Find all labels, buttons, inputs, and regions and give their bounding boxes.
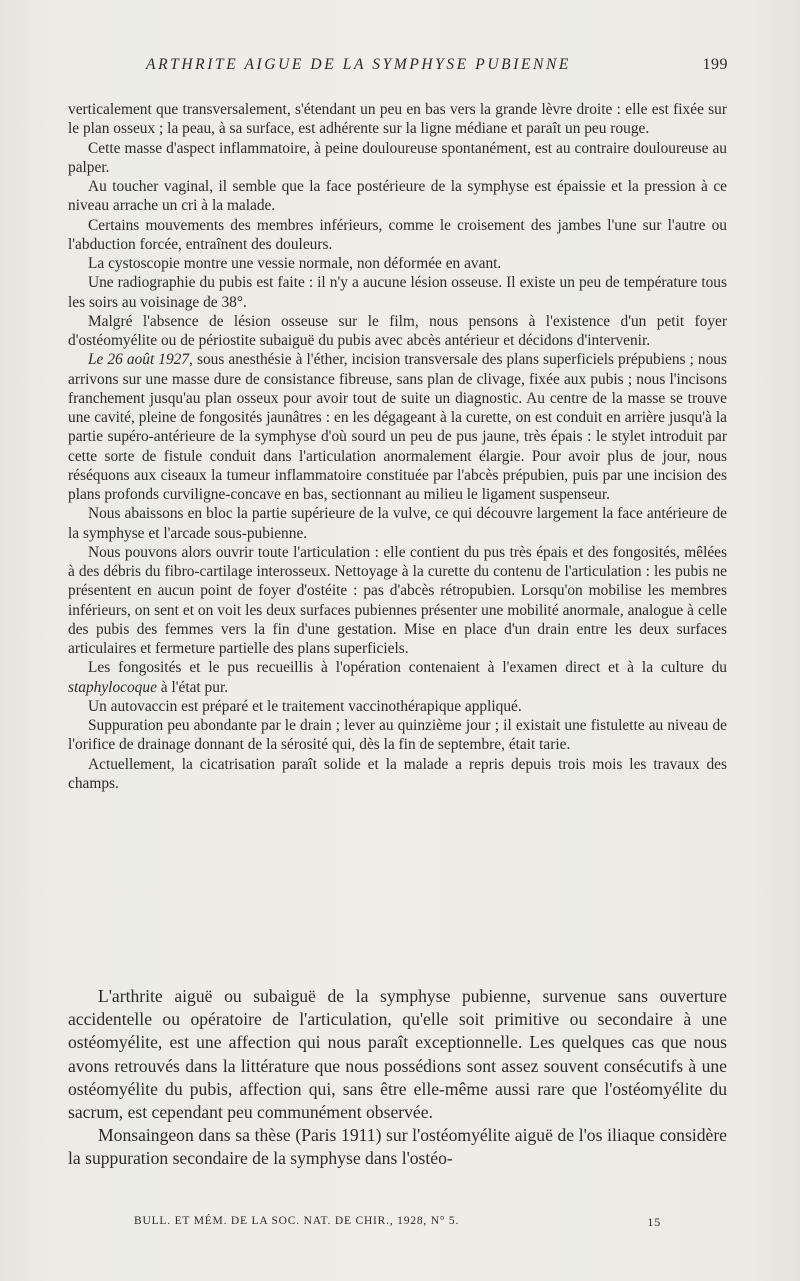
case-paragraph-text: Les fongosités et le pus recueillis à l'opération contenaient à l'examen direct et à la culture du xyxy=(88,659,727,677)
case-paragraph-text: sous anesthésie à l'éther, incision transversale des plans superficiels prépubiens ; nous arrivons sur une masse dure de consistance fibreuse, sans plan de clivage, fixée aux pubis ; nous l'incisons franchement jusqu'au plan osseux pour avoir tout de suite un diagnostic. Au centre de la masse se trouve une cavité, pleine de fongosités jaunâtres : en les dégageant à la curette, on est conduit en arrière jusqu'à la partie supéro-antérieure de la symphyse d'où sourd un peu de pus jaune, très épais : le stylet introduit par cette sorte de fistule conduit dans l'articulation anormalement élargie. Pour avoir plus de jour, nous réséquons aux ciseaux la tumeur inflammatoire constituée par l'abcès prépubien, puis par une incision des plans profonds curviligne-concave en bas, sectionnant au milieu le ligament suspenseur. xyxy=(68,351,727,503)
case-report-text xyxy=(68,100,727,793)
journal-reference: BULL. ET MÉM. DE LA SOC. NAT. DE CHIR., 1928, N° 5. xyxy=(134,1215,460,1227)
case-paragraph-culture xyxy=(68,658,727,697)
operation-date: Le 26 août 1927, xyxy=(88,351,193,369)
running-title: ARTHRITE AIGUE DE LA SYMPHYSE PUBIENNE xyxy=(146,56,572,73)
case-paragraph: Nous pouvons alors ouvrir toute l'articulation : elle contient du pus très épais et des fongosités, mêlées à des débris du fibro-cartilage interosseux. Nettoyage à la curette du contenu de l'articulation : les pubis ne présentent en aucun point de foyer d'ostéite : pas d'abcès rétropubien. Lorsqu'on mobilise les membres inférieurs, on sent et on voit les deux surfaces pubiennes présenter une mobilité anormale, analogue à celle des pubis des femmes vers la fin d'une gestation. Mise en place d'un drain entre les deux surfaces articulaires et fermeture partielle des plans superficiels. xyxy=(68,543,727,657)
page-header xyxy=(72,56,728,78)
case-paragraph: La cystoscopie montre une vessie normale, non déformée en avant. xyxy=(88,255,502,272)
discussion-paragraph: Monsaingeon dans sa thèse (Paris 1911) sur l'ostéomyélite aiguë de l'os iliaque considère la suppuration secondaire de la symphyse dans l'ostéo- xyxy=(68,1125,727,1169)
case-paragraph-text: à l'état pur. xyxy=(160,678,229,696)
case-paragraph: Nous abaissons en bloc la partie supérieure de la vulve, ce qui découvre largement la face antérieure de la symphyse et l'arcade sous-pubienne. xyxy=(68,505,727,542)
case-paragraph: Au toucher vaginal, il semble que la face postérieure de la symphyse est épaissie et la pression à ce niveau arrache un cri à la malade. xyxy=(68,178,727,215)
discussion-text xyxy=(68,985,727,1171)
case-paragraph: Cette masse d'aspect inflammatoire, à peine douloureuse spontanément, est au contraire douloureuse au palper. xyxy=(68,139,727,176)
case-paragraph: Actuellement, la cicatrisation paraît solide et la malade a repris depuis trois mois les travaux des champs. xyxy=(68,755,727,792)
case-paragraph: Suppuration peu abondante par le drain ; lever au quinzième jour ; il existait une fistulette au niveau de l'orifice de drainage donnant de la sérosité qui, dès la fin de septembre, était tarie. xyxy=(68,717,727,754)
case-paragraph: Malgré l'absence de lésion osseuse sur le film, nous pensons à l'existence d'un petit foyer d'ostéomyélite ou de périostite subaiguë du pubis avec abcès antérieur et décidons d'intervenir. xyxy=(68,312,727,349)
page-number: 199 xyxy=(702,56,728,73)
case-paragraph: Une radiographie du pubis est faite : il n'y a aucune lésion osseuse. Il existe un peu de température tous les soirs au voisinage de 38°. xyxy=(68,274,727,311)
case-paragraph: Certains mouvements des membres inférieurs, comme le croisement des jambes l'une sur l'autre ou l'abduction forcée, entraînent des douleurs. xyxy=(68,216,727,253)
signature-mark: 15 xyxy=(647,1215,661,1229)
discussion-paragraph: L'arthrite aiguë ou subaiguë de la symphyse pubienne, survenue sans ouverture accidentelle ou opératoire de l'articulation, qu'elle soit primitive ou secondaire à une ostéomyélite, est une affection qui nous paraît exceptionnelle. Les quelques cas que nous avons retrouvés dans la littérature que nous possédions sont assez souvent consécutifs à une ostéomyélite du pubis, affection qui, sans être elle-même aussi rare que l'ostéomyélite du sacrum, est cependant peu communément observée. xyxy=(68,986,727,1123)
case-paragraph-operation xyxy=(68,350,727,504)
case-paragraph: Un autovaccin est préparé et le traitement vaccinothérapique appliqué. xyxy=(88,697,522,715)
page-footer xyxy=(134,1215,661,1233)
organism-name: staphylocoque xyxy=(68,678,157,696)
case-paragraph: verticalement que transversalement, s'étendant un peu en bas vers la grande lèvre droite : elle est fixée sur le plan osseux ; la peau, à sa surface, est adhérente sur la ligne médiane et paraît un peu rouge. xyxy=(68,101,727,138)
